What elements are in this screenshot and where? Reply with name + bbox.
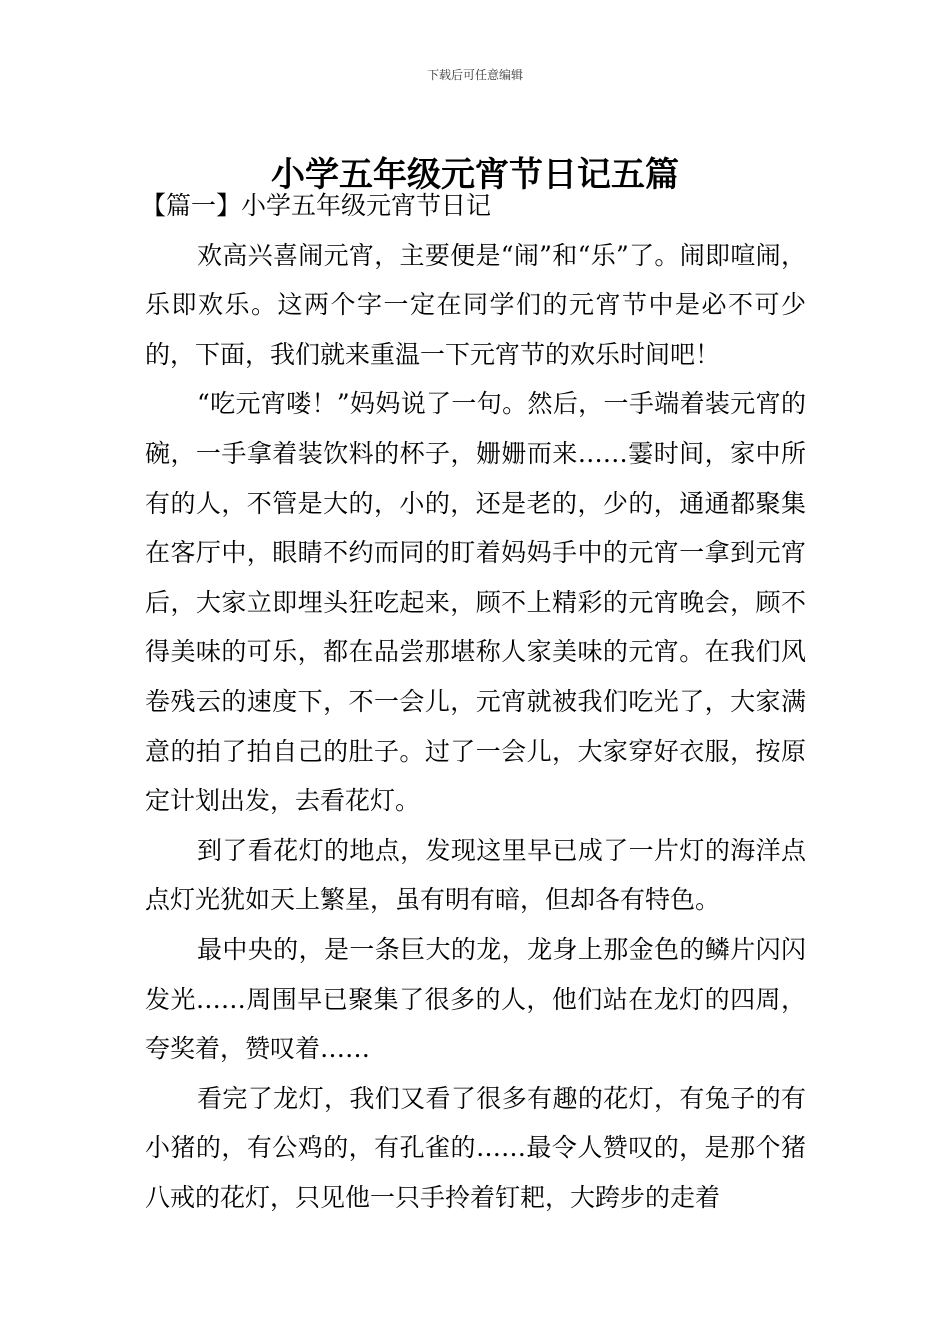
document-body: [141, 181, 806, 1222]
paragraph-5: 看完了龙灯，我们又看了很多有趣的花灯，有兔子的有小猪的，有公鸡的，有孔雀的……最令人赞叹的，是那个猪八戒的花灯，只见他一只手拎着钉耙，大跨步的走着: [145, 1083, 806, 1212]
paragraph-2: “吃元宵喽！”妈妈说了一句。然后，一手端着装元宵的碗，一手拿着装饮料的杯子，姗姗而来……霎时间，家中所有的人，不管是大的，小的，还是老的，少的，通通都聚集在客厅中，眼睛不约而同的盯着妈妈手中的元宵一拿到元宵后，大家立即埋头狂吃起来，顾不上精彩的元宵晚会，顾不得美味的可乐，都在品尝那堪称人家美味的元宵。在我们风卷残云的速度下，不一会儿，元宵就被我们吃光了，大家满意的拍了拍自己的肚子。过了一会儿，大家穿好衣服，按原定计划出发，去看花灯。: [145, 389, 806, 816]
header-note: 下载后可任意编辑: [426, 68, 523, 82]
paragraph-1: 欢高兴喜闹元宵，主要便是“闹”和“乐”了。闹即喧闹，乐即欢乐。这两个字一定在同学们的元宵节中是必不可少的，下面，我们就来重温一下元宵节的欢乐时间吧！: [145, 240, 806, 369]
paragraph-3: 到了看花灯的地点，发现这里早已成了一片灯的海洋点点灯光犹如天上繁星，虽有明有暗，但却各有特色。: [145, 835, 806, 915]
section-heading: 【篇一】小学五年级元宵节日记: [141, 191, 492, 220]
paragraph-4: 最中央的，是一条巨大的龙，龙身上那金色的鳞片闪闪发光……周围早已聚集了很多的人，他们站在龙灯的四周，夸奖着，赞叹着……: [145, 934, 806, 1064]
page-title: 小学五年级元宵节日记五篇: [271, 154, 679, 195]
